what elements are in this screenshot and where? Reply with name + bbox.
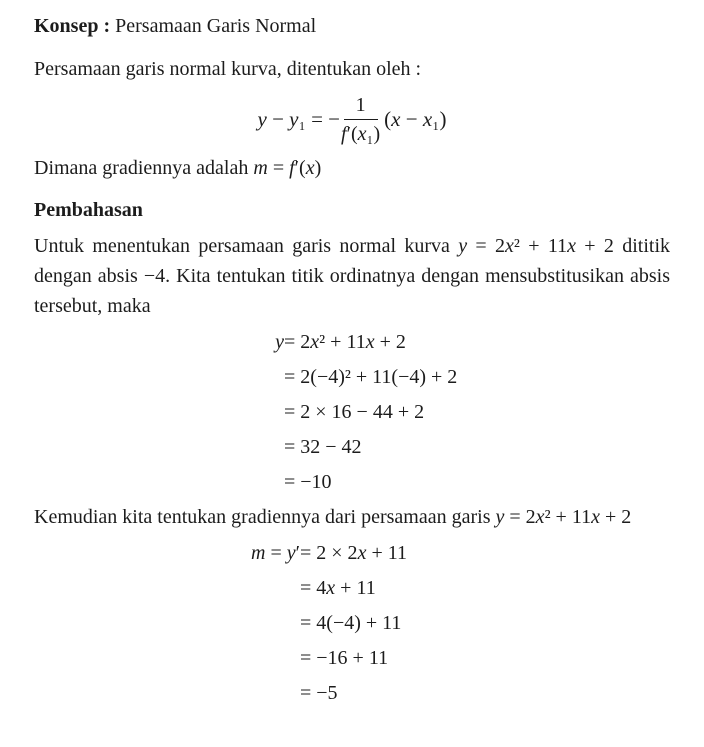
concept-line: [34, 12, 670, 40]
gradient-note: [34, 154, 670, 182]
paragraph2-text-a: Kemudian kita tentukan gradiennya dari persamaan garis: [34, 506, 496, 528]
fraction-denominator: f′(x₁): [341, 123, 381, 145]
equation-step: = −10: [284, 471, 332, 493]
fraction-numerator: 1: [344, 93, 378, 120]
equation-step: = −5: [300, 682, 338, 704]
equation-step: = 4(−4) + 11: [300, 612, 402, 634]
equation-lhs: m = y′: [251, 542, 300, 564]
equation-step: = 32 − 42: [284, 436, 362, 458]
equation-step: = −16 + 11: [300, 647, 389, 669]
section-heading: Pembahasan: [34, 199, 143, 221]
equation-step: = 2x² + 11x + 2: [284, 331, 406, 353]
paragraph2-math: y = 2x² + 11x + 2: [495, 506, 632, 528]
equation-row: [34, 430, 670, 465]
formula-rhs: (x − x₁): [384, 107, 447, 131]
paragraph1-math: y = 2x² + 11x + 2: [458, 235, 614, 257]
equation-lhs: [34, 395, 284, 430]
equation-row: [34, 465, 670, 500]
concept-label: Konsep :: [34, 15, 111, 37]
gradient-note-text: Dimana gradiennya adalah: [34, 157, 254, 179]
intro-paragraph: Persamaan garis normal kurva, ditentukan oleh :: [34, 58, 422, 80]
equation-row: [34, 360, 670, 395]
equation-step: = 2 × 16 − 44 + 2: [284, 401, 425, 423]
equation-row: [34, 571, 670, 606]
equation-lhs: [34, 606, 300, 641]
formula-lhs: y − y₁ = −: [257, 107, 341, 131]
equation-step: = 4x + 11: [300, 577, 376, 599]
equation-lhs: [34, 676, 300, 711]
normal-line-formula: [34, 93, 670, 146]
equation-lhs: [34, 465, 284, 500]
gradient-note-math: m = f′(x): [253, 157, 322, 179]
equation-step: = 2 × 2x + 11: [300, 542, 407, 564]
equation-row: [34, 325, 670, 360]
solution-paragraph-2: [34, 502, 670, 532]
equation-step: = 2(−4)² + 11(−4) + 2: [284, 366, 458, 388]
equation-row: [34, 676, 670, 711]
ordinate-steps-block: [34, 325, 670, 500]
equation-lhs: [34, 360, 284, 395]
concept-title: Persamaan Garis Normal: [110, 15, 317, 37]
equation-row: [34, 536, 670, 571]
equation-lhs: [34, 430, 284, 465]
paragraph1-text-b: dititik dengan absis −4. Kita tentukan titik ordinatnya dengan mensubstitusikan absis tersebut, maka: [34, 235, 671, 317]
equation-row: [34, 641, 670, 676]
gradient-steps-block: [34, 536, 670, 711]
equation-lhs: [34, 571, 300, 606]
paragraph1-text-a: Untuk menentukan persamaan garis normal kurva: [34, 235, 459, 257]
equation-lhs: y: [275, 331, 284, 353]
solution-paragraph-1: [34, 231, 670, 321]
equation-row: [34, 606, 670, 641]
equation-row: [34, 395, 670, 430]
equation-lhs: [34, 641, 300, 676]
fraction: [341, 93, 380, 146]
